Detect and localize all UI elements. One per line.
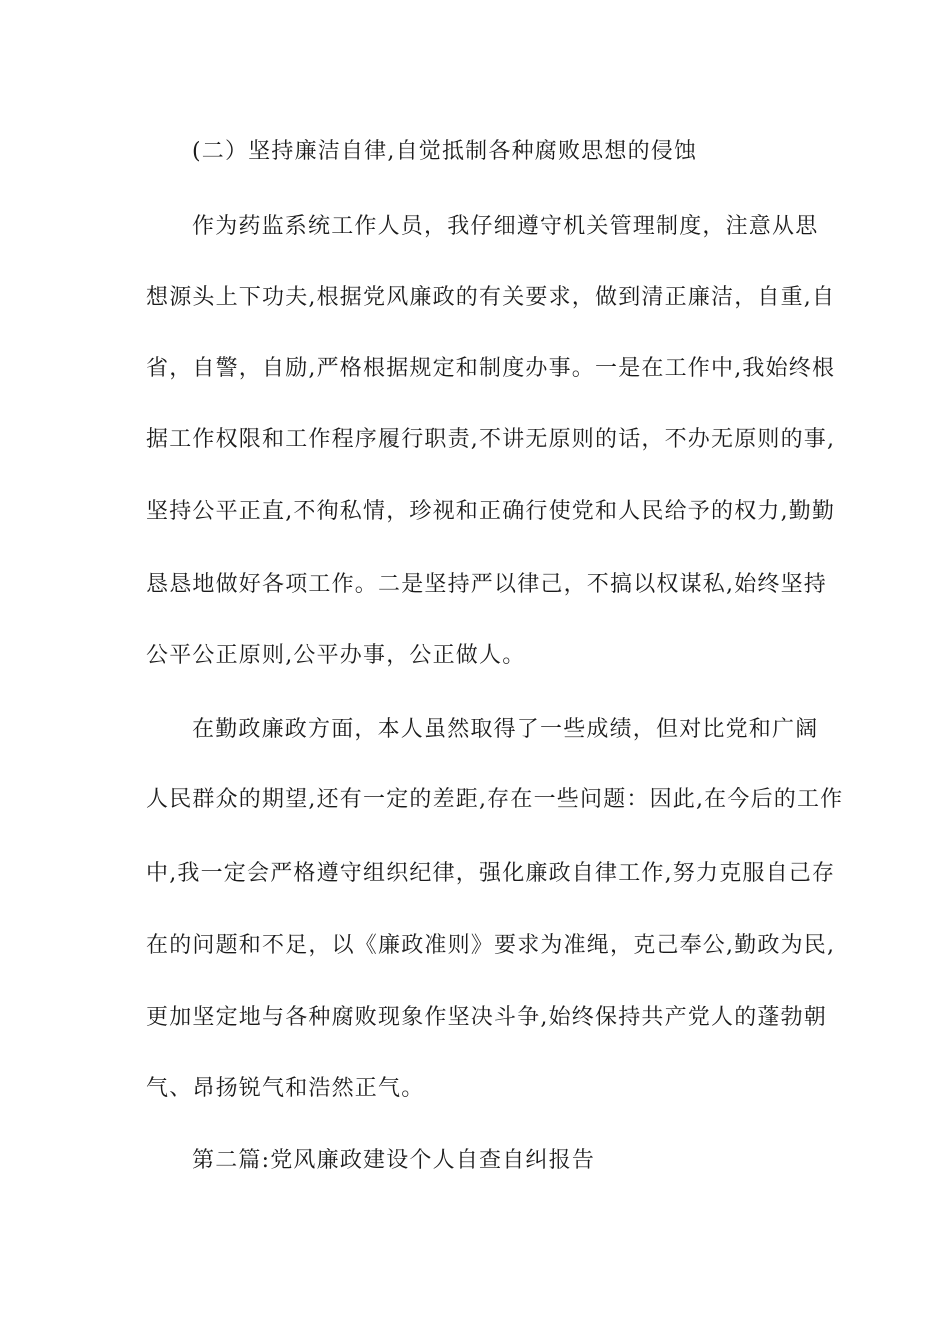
- paragraph-line: 恳恳地做好各项工作。二是坚持严以律己，不搞以权谋私,始终坚持: [146, 572, 827, 597]
- paragraph-line: 在勤政廉政方面，本人虽然取得了一些成绩，但对比党和广阔: [192, 717, 819, 742]
- paragraph-line: 在的问题和不足，以《廉政准则》要求为准绳，克己奉公,勤政为民,: [146, 933, 836, 958]
- paragraph-line: 气、昂扬锐气和浩然正气。: [146, 1076, 425, 1101]
- paragraph-line: 据工作权限和工作程序履行职责,不讲无原则的话，不办无原则的事,: [146, 427, 836, 452]
- paragraph-line: 人民群众的期望,还有一定的差距,存在一些问题：因此,在今后的工作: [146, 787, 844, 812]
- paragraph-line: 更加坚定地与各种腐败现象作坚决斗争,始终保持共产党人的蓬勃朝: [146, 1005, 827, 1030]
- paragraph-line: 中,我一定会严格遵守组织纪律，强化廉政自律工作,努力克服自己存: [146, 861, 836, 886]
- paragraph-line: 坚持公平正直,不徇私情，珍视和正确行使党和人民给予的权力,勤勤: [146, 499, 836, 524]
- paragraph-line: 省，自警，自励,严格根据规定和制度办事。一是在工作中,我始终根: [146, 356, 836, 381]
- paragraph-line: 作为药监系统工作人员，我仔细遵守机关管理制度，注意从思: [192, 214, 819, 239]
- next-section-title: 第二篇:党风廉政建设个人自查自纠报告: [192, 1148, 596, 1173]
- paragraph-line: 想源头上下功夫,根据党风廉政的有关要求，做到清正廉洁，自重,自: [146, 285, 836, 310]
- paragraph-line: 公平公正原则,公平办事，公正做人。: [146, 643, 526, 668]
- section-heading: (二）坚持廉洁自律,自觉抵制各种腐败思想的侵蚀: [192, 139, 698, 164]
